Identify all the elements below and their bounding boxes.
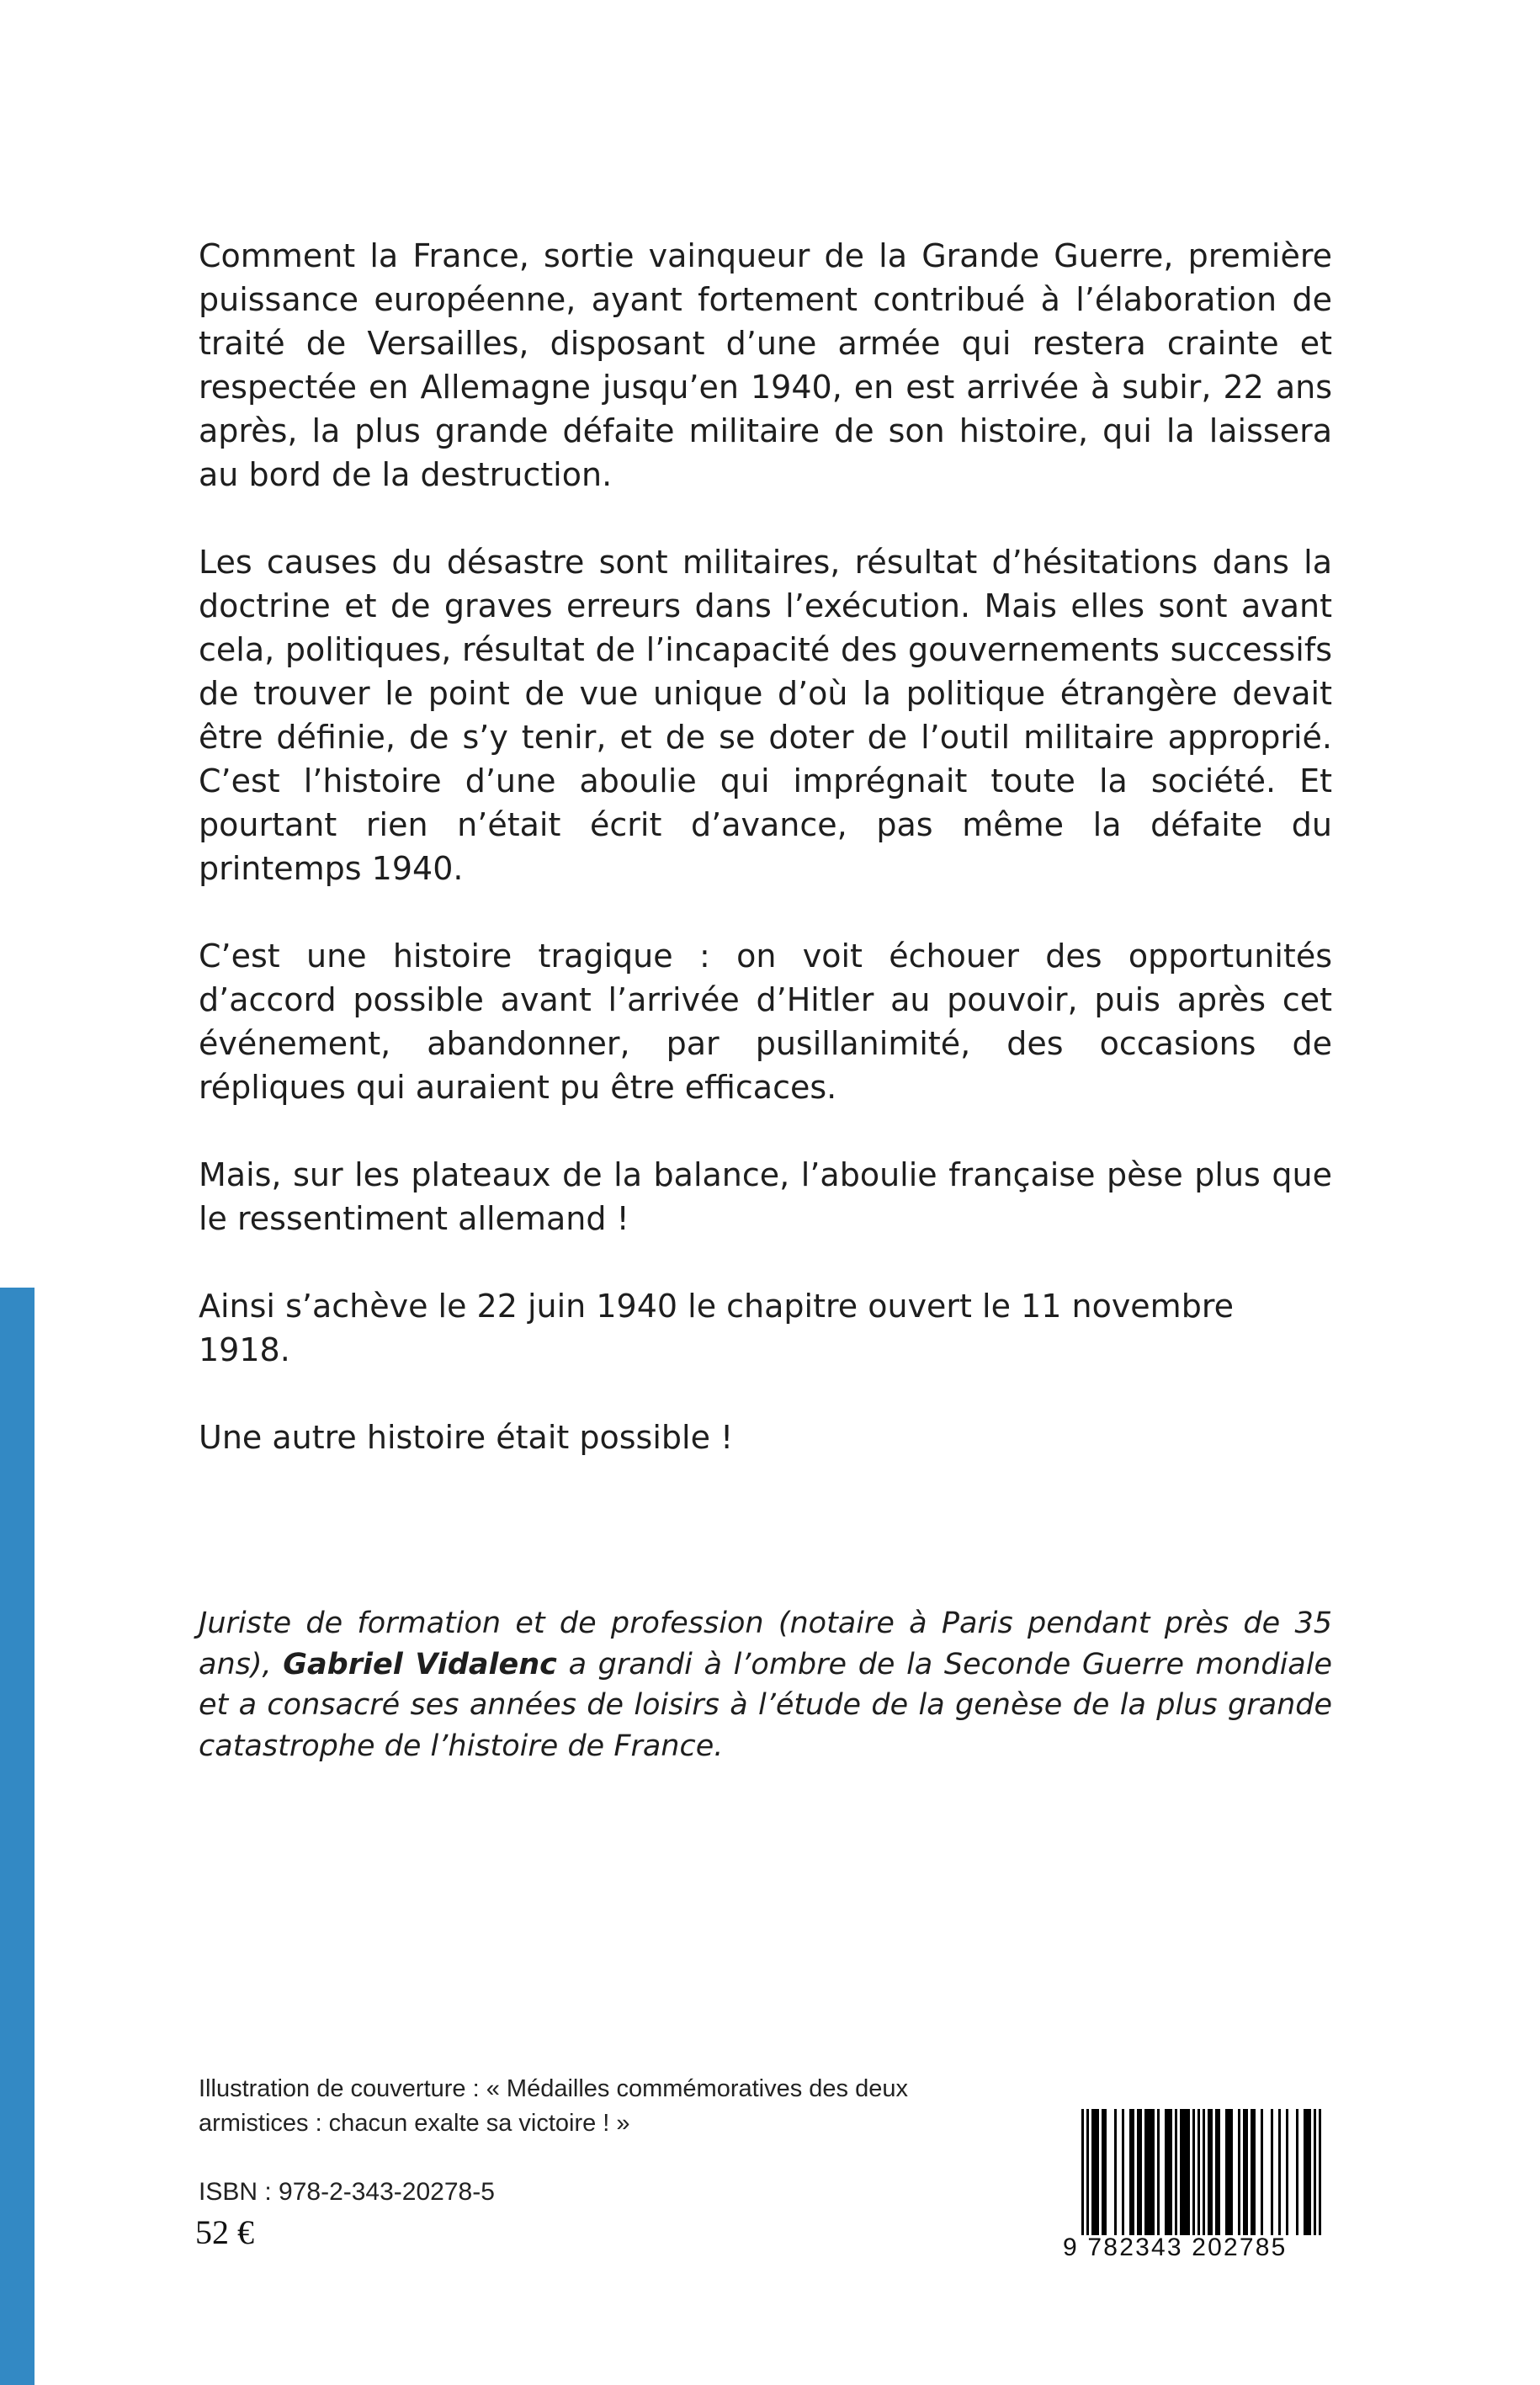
barcode <box>1063 2109 1334 2260</box>
barcode-bar <box>1210 2109 1213 2235</box>
barcode-bar <box>1152 2109 1155 2235</box>
barcode-bar <box>1165 2109 1167 2235</box>
barcode-bar <box>1230 2109 1233 2235</box>
barcode-bar <box>1185 2109 1187 2235</box>
barcode-bar <box>1187 2109 1190 2235</box>
barcode-bar <box>1150 2109 1152 2235</box>
author-name: Gabriel Vidalenc <box>283 1647 557 1681</box>
author-bio-after: a grandi à l’ombre de la Seconde Guerre mondiale et a consacré ses années de loisirs à l’étude de la genèse de la plus grande catastrophe de l’histoire de France. <box>199 1647 1332 1763</box>
barcode-bar <box>1253 2109 1256 2235</box>
summary-paragraph: Mais, sur les plateaux de la balance, l’aboulie française pèse plus que le ressentiment allemand ! <box>199 1156 1332 1237</box>
credit-line: Illustration de couverture : « Médailles commémoratives des deux <box>199 2075 908 2102</box>
barcode-bar <box>1203 2109 1205 2235</box>
barcode-bar <box>1304 2109 1306 2235</box>
barcode-bar <box>1167 2109 1170 2235</box>
isbn-number: ISBN : 978-2-343-20278-5 <box>199 2178 495 2206</box>
price: 52 € <box>195 2213 254 2251</box>
barcode-bar <box>1319 2109 1321 2235</box>
barcode-bar <box>1091 2109 1094 2235</box>
barcode-bar <box>1132 2109 1134 2235</box>
barcode-bar <box>1314 2109 1316 2235</box>
summary-paragraph: Les causes du désastre sont militaires, résultat d’hésitations dans la doctrine et de graves erreurs dans l’exécution. Mais elles sont avant cela, politiques, résultat de l’incapacité des gouvernements successifs de trouver le point de vue unique d’où la politique étrangère devait être définie, de s’y tenir, et de se doter de l’outil militaire approprié. C’est l’histoire d’une aboulie qui imprégnait toute la société. Et pourtant rien n’était écrit d’avance, pas même la défaite du printemps 1940. <box>199 544 1332 887</box>
barcode-bar <box>1180 2109 1182 2235</box>
summary-paragraph: Ainsi s’achève le 22 juin 1940 le chapitre ouvert le 11 novembre 1918. <box>199 1288 1234 1368</box>
barcode-bar <box>1278 2109 1281 2235</box>
cover-illustration-credit <box>199 2072 1040 2141</box>
barcode-bar <box>1309 2109 1311 2235</box>
barcode-bar <box>1147 2109 1150 2235</box>
barcode-bar <box>1208 2109 1210 2235</box>
barcode-bar <box>1122 2109 1124 2235</box>
barcode-bar <box>1261 2109 1263 2235</box>
credit-line: armistices : chacun exalte sa victoire ! » <box>199 2110 630 2137</box>
barcode-bar <box>1197 2109 1200 2235</box>
barcode-bar <box>1192 2109 1195 2235</box>
barcode-bar <box>1225 2109 1228 2235</box>
barcode-bar <box>1139 2109 1142 2235</box>
barcode-bar <box>1296 2109 1298 2235</box>
barcode-bar <box>1157 2109 1160 2235</box>
barcode-bars <box>1063 2109 1334 2235</box>
barcode-digits: 9 782343 202785 <box>1063 2234 1288 2261</box>
summary-paragraph: C’est une histoire tragique : on voit échouer des opportunités d’accord possible avant l’arrivée d’Hitler au pouvoir, puis après cet événement, abandonner, par pusillanimité, des occasions de répliques qui auraient pu être efficaces. <box>199 938 1332 1106</box>
barcode-bar <box>1182 2109 1185 2235</box>
barcode-bar <box>1286 2109 1288 2235</box>
barcode-bar <box>1081 2109 1084 2235</box>
barcode-bar <box>1175 2109 1177 2235</box>
barcode-bar <box>1251 2109 1253 2235</box>
author-bio <box>199 1603 1332 1766</box>
barcode-bar <box>1245 2109 1248 2235</box>
barcode-bar <box>1129 2109 1132 2235</box>
barcode-bar <box>1102 2109 1104 2235</box>
summary-paragraph: Comment la France, sortie vainqueur de la Grande Guerre, première puissance européenne, ayant fortement contribué à l’élaboration de traité de Versailles, disposant d’une armée qui restera crainte et respectée en Allemagne jusqu’en 1940, en est arrivée à subir, 22 ans après, la plus grande défaite militaire de son histoire, qui la laissera au bord de la destruction. <box>199 237 1332 493</box>
barcode-bar <box>1243 2109 1245 2235</box>
barcode-bar <box>1238 2109 1240 2235</box>
barcode-bar <box>1170 2109 1172 2235</box>
summary-paragraph: Une autre histoire était possible ! <box>199 1419 734 1456</box>
barcode-bar <box>1137 2109 1139 2235</box>
barcode-bar <box>1306 2109 1309 2235</box>
barcode-bar <box>1114 2109 1117 2235</box>
barcode-bar <box>1215 2109 1218 2235</box>
back-cover-summary <box>199 234 1332 1503</box>
barcode-bar <box>1228 2109 1230 2235</box>
barcode-bar <box>1218 2109 1220 2235</box>
barcode-bar <box>1144 2109 1147 2235</box>
barcode-bar <box>1271 2109 1273 2235</box>
barcode-bar <box>1094 2109 1097 2235</box>
barcode-bar <box>1097 2109 1099 2235</box>
blue-edge-stripe <box>0 1288 35 2385</box>
author-bio-before: Juriste de formation et de profession (notaire à Paris pendant près de 35 ans), <box>199 1607 1332 1681</box>
author-bio-text <box>199 1603 1332 1766</box>
barcode-bar <box>1086 2109 1089 2235</box>
barcode-bar <box>1104 2109 1107 2235</box>
